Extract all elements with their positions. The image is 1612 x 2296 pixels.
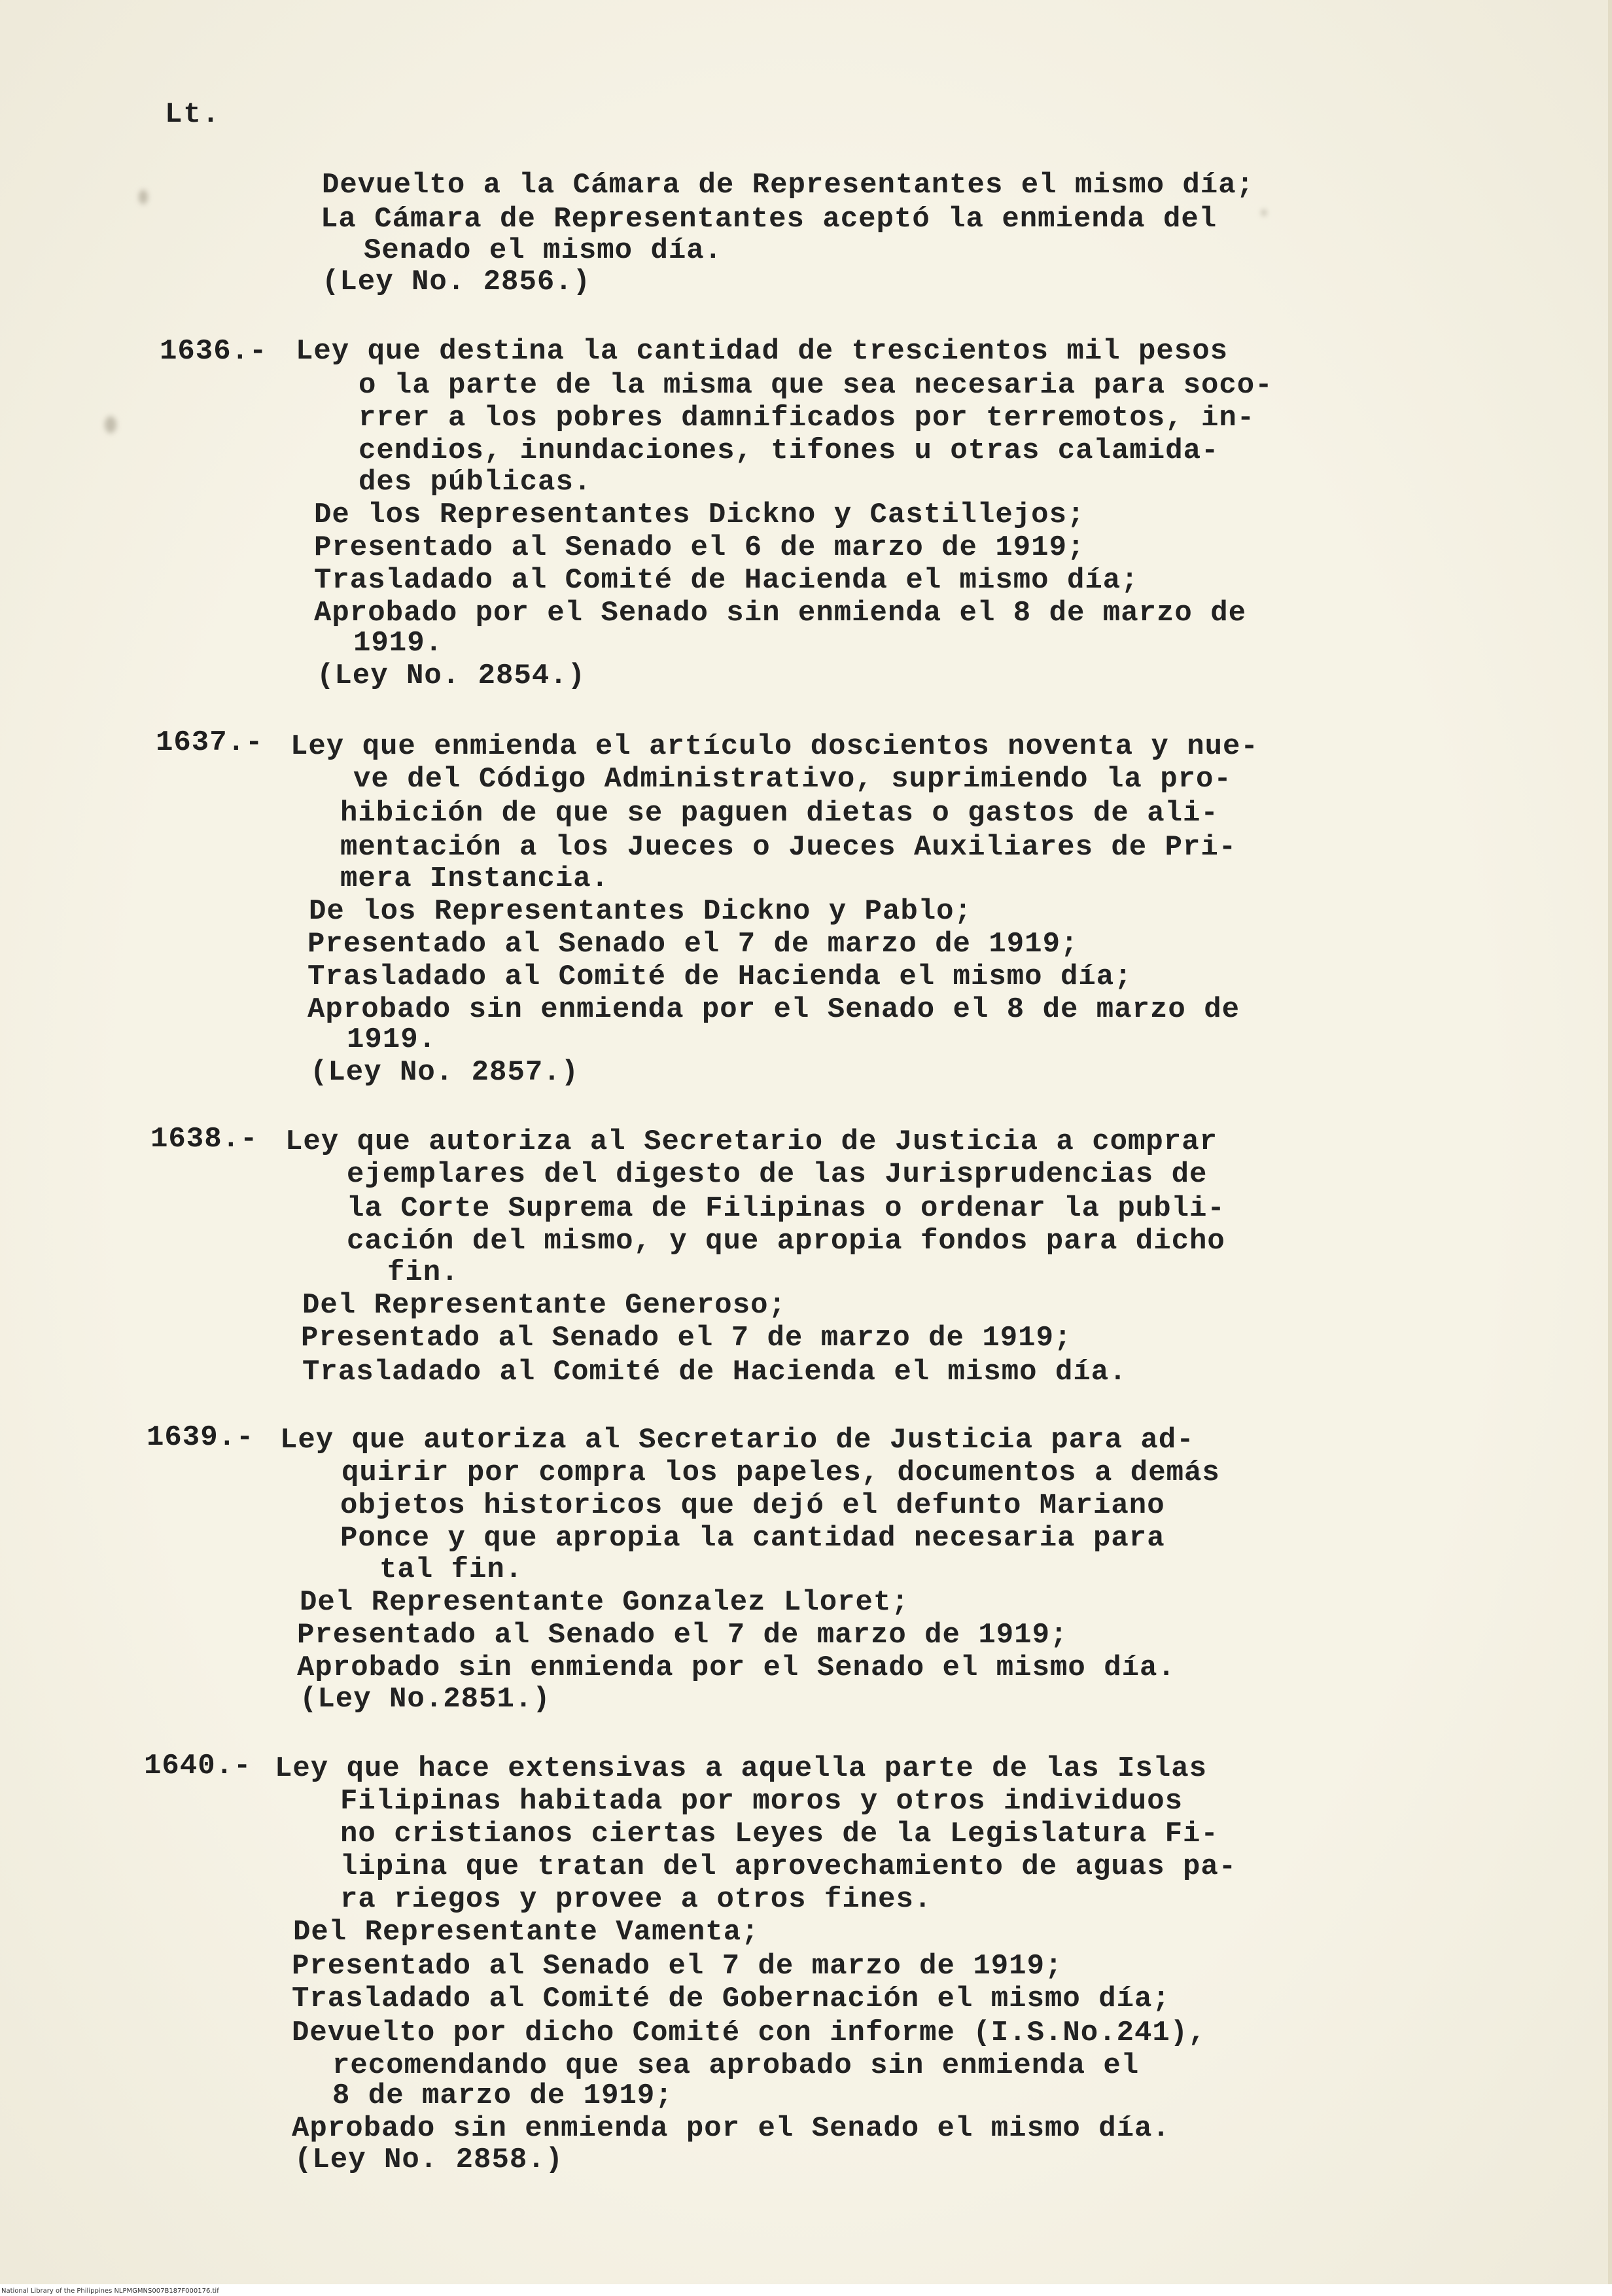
entry-detail-line: Aprobado sin enmienda por el Senado el 8 de marzo de bbox=[307, 993, 1240, 1026]
entry-detail-line: Aprobado sin enmienda por el Senado el mismo día. bbox=[297, 1651, 1176, 1684]
archive-footer-strip bbox=[0, 2284, 1612, 2296]
entry-detail-line: (Ley No.2851.) bbox=[300, 1683, 551, 1716]
intro-line: Devuelto a la Cámara de Representantes el mismo día; bbox=[322, 169, 1255, 202]
entry-title-line: no cristianos ciertas Leyes de la Legislatura Fi- bbox=[340, 1818, 1219, 1850]
entry-detail-line: 1919. bbox=[347, 1023, 437, 1056]
entry-title-line: ejemplares del digesto de las Jurisprudencias de bbox=[347, 1158, 1208, 1191]
entry-title-line: hibición de que se paguen dietas o gastos de ali- bbox=[340, 797, 1219, 830]
ink-smudge bbox=[1261, 209, 1267, 216]
entry-number: 1639.- bbox=[147, 1421, 254, 1454]
entry-title-line: o la parte de la misma que sea necesaria para soco- bbox=[359, 369, 1273, 402]
entry-detail-line: Trasladado al Comité de Hacienda el mismo día; bbox=[307, 961, 1132, 993]
entry-title-line: ra riegos y provee a otros fines. bbox=[340, 1883, 932, 1916]
entry-detail-line: Del Representante Gonzalez Lloret; bbox=[300, 1586, 909, 1619]
entry-detail-line: 1919. bbox=[353, 627, 444, 660]
entry-detail-line: Trasladado al Comité de Gobernación el mismo día; bbox=[292, 1983, 1170, 2015]
entry-title-line: Ley que destina la cantidad de trescientos mil pesos bbox=[296, 335, 1229, 368]
entry-title-line: objetos historicos que dejó el defunto Mariano bbox=[340, 1489, 1165, 1522]
entry-title-line: rrer a los pobres damnificados por terremotos, in- bbox=[359, 402, 1255, 434]
entry-number: 1638.- bbox=[150, 1123, 258, 1156]
entry-title-line: la Corte Suprema de Filipinas o ordenar la publi- bbox=[347, 1192, 1225, 1225]
entry-title-line: cendios, inundaciones, tifones u otras calamida- bbox=[359, 434, 1219, 467]
entry-detail-line: Aprobado sin enmienda por el Senado el mismo día. bbox=[292, 2112, 1170, 2145]
corner-mark: Lt. bbox=[165, 98, 221, 131]
entry-number: 1636.- bbox=[160, 335, 268, 368]
entry-title-line: Ley que autoriza al Secretario de Justicia para ad- bbox=[280, 1424, 1195, 1457]
entry-title-line: lipina que tratan del aprovechamiento de aguas pa- bbox=[340, 1850, 1237, 1883]
entry-title-line: Ley que enmienda el artículo doscientos noventa y nue- bbox=[290, 730, 1259, 763]
entry-detail-line: Presentado al Senado el 7 de marzo de 1919; bbox=[301, 1322, 1072, 1354]
entry-title-line: Ponce y que apropia la cantidad necesaria para bbox=[340, 1522, 1165, 1555]
intro-line: La Cámara de Representantes aceptó la enmienda del bbox=[321, 203, 1218, 236]
entry-detail-line: Aprobado por el Senado sin enmienda el 8 de marzo de bbox=[314, 597, 1247, 629]
ink-smudge bbox=[105, 416, 116, 433]
entry-title-line: tal fin. bbox=[379, 1553, 523, 1586]
entry-detail-line: Del Representante Vamenta; bbox=[293, 1916, 760, 1949]
entry-title-line: ve del Código Administrativo, suprimiendo la pro- bbox=[353, 763, 1232, 796]
entry-detail-line: Presentado al Senado el 7 de marzo de 1919; bbox=[307, 928, 1079, 961]
entry-detail-line: Devuelto por dicho Comité con informe (I.S.No.241), bbox=[292, 2017, 1206, 2049]
entry-detail-line: Presentado al Senado el 6 de marzo de 1919; bbox=[314, 531, 1085, 564]
entry-title-line: Ley que autoriza al Secretario de Justicia a comprar bbox=[285, 1125, 1218, 1158]
entry-title-line: Filipinas habitada por moros y otros individuos bbox=[340, 1785, 1183, 1818]
entry-detail-line: (Ley No. 2857.) bbox=[310, 1056, 580, 1089]
entry-detail-line: 8 de marzo de 1919; bbox=[332, 2079, 673, 2112]
entry-detail-line: De los Representantes Dickno y Pablo; bbox=[309, 895, 972, 928]
entry-title-line: mentación a los Jueces o Jueces Auxiliares de Pri- bbox=[340, 831, 1237, 864]
entry-number: 1640.- bbox=[144, 1750, 252, 1782]
entry-detail-line: recomendando que sea aprobado sin enmienda el bbox=[332, 2049, 1140, 2082]
entry-detail-line: Presentado al Senado el 7 de marzo de 1919; bbox=[292, 1950, 1063, 1983]
entry-detail-line: (Ley No. 2854.) bbox=[317, 660, 586, 692]
entry-title-line: cación del mismo, y que apropia fondos para dicho bbox=[347, 1225, 1225, 1258]
intro-line: (Ley No. 2856.) bbox=[322, 266, 591, 298]
entry-detail-line: Del Representante Generoso; bbox=[302, 1289, 786, 1322]
entry-title-line: fin. bbox=[387, 1256, 459, 1289]
entry-number: 1637.- bbox=[156, 726, 264, 759]
entry-title-line: mera Instancia. bbox=[340, 862, 610, 895]
entry-detail-line: Trasladado al Comité de Hacienda el mismo día. bbox=[302, 1356, 1127, 1388]
entry-detail-line: (Ley No. 2858.) bbox=[294, 2144, 564, 2176]
intro-line: Senado el mismo día. bbox=[364, 234, 723, 267]
entry-detail-line: Presentado al Senado el 7 de marzo de 1919; bbox=[297, 1619, 1068, 1651]
entry-title-line: quirir por compra los papeles, documentos a demás bbox=[342, 1457, 1220, 1489]
entry-detail-line: Trasladado al Comité de Hacienda el mismo día; bbox=[314, 564, 1139, 597]
entry-title-line: des públicas. bbox=[359, 466, 592, 499]
paper-edge bbox=[1608, 0, 1612, 2296]
ink-smudge bbox=[139, 190, 148, 204]
entry-detail-line: De los Representantes Dickno y Castillejos; bbox=[314, 499, 1085, 531]
entry-title-line: Ley que hace extensivas a aquella parte de las Islas bbox=[275, 1752, 1208, 1785]
archive-footer-label: National Library of the Philippines NLPMGMNS007B187F000176.tif bbox=[1, 2287, 219, 2295]
